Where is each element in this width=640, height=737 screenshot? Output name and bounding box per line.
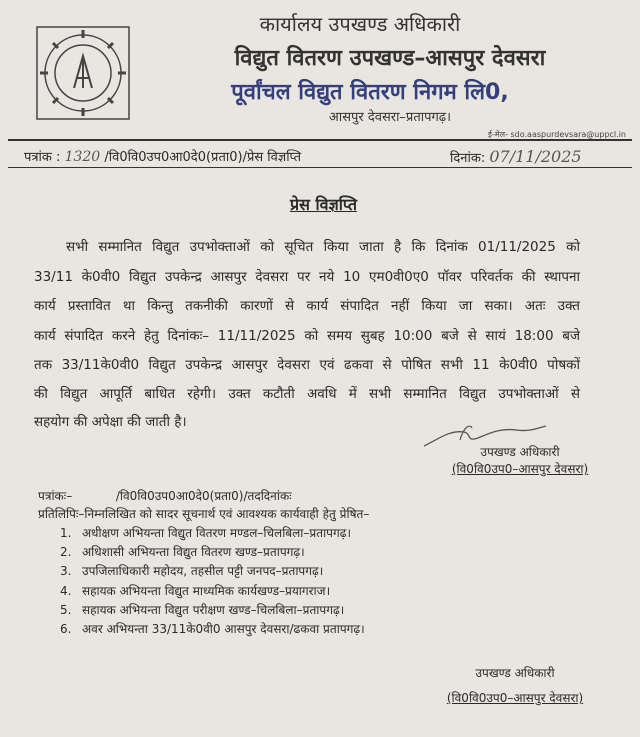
document-title: प्रेस विज्ञप्ति (290, 195, 357, 214)
list-item: 1. अधीक्षण अभियन्ता विद्युत वितरण मण्डल–चिलबिला–प्रतापगढ़। (60, 526, 352, 540)
copy-intro: प्रतिलिपिः–निम्नलिखित को सादर सूचनार्थ एवं आवश्यक कार्यवाही हेतु प्रेषित– (38, 507, 370, 521)
email-line: ई-मेल- sdo.aaspurdevsara@uppcl.in (488, 130, 626, 139)
body-line: कार्य प्रस्तावित था किन्तु तकनीकी कारणों से कार्य संपादित नहीं किया जा सका। अतः उक्त (34, 298, 580, 314)
ref-line (24, 147, 301, 165)
body-line: सभी सम्मानित विद्युत उपभोक्ताओं को सूचित किया जाता है कि दिनांक 01/11/2025 को (66, 239, 580, 255)
date-value: 07/11/2025 (489, 147, 582, 166)
list-item: 6. अवर अभियन्ता 33/11के0वी0 आसपुर देवसरा/ढकवा प्रतापगढ़। (60, 622, 365, 636)
division-heading: विद्युत वितरण उपखण्ड–आसपुर देवसरा (234, 46, 546, 71)
signature-office: (वि0वि0उप0–आसपुर देवसरा) (446, 691, 584, 705)
place-line: आसपुर देवसरा–प्रतापगढ़। (328, 110, 452, 125)
body-line: कार्य संपादित करने हेतु दिनांकः– 11/11/2025 को समय सुबह 10:00 बजे से सायं 18:00 बजे (34, 328, 580, 344)
date-label: दिनांक: (450, 151, 486, 166)
signature-title: उपखण्ड अधिकारी (480, 445, 560, 459)
list-item: 2. अधिशासी अभियन्ता विद्युत वितरण खण्ड–प्रतापगढ़। (60, 545, 305, 559)
signature-block (440, 443, 600, 477)
date-line (450, 147, 582, 166)
copy-ref-label: पत्रांकः– (38, 489, 73, 503)
header-rule (8, 139, 632, 141)
signature-office: (वि0वि0उप0–आसपुर देवसरा) (451, 462, 589, 476)
uppcl-logo-icon (36, 26, 130, 120)
list-item: 3. उपजिलाधिकारी महोदय, तहसील पट्टी जनपद–प्रतापगढ़। (60, 564, 324, 578)
corporation-heading: पूर्वांचल विद्युत वितरण निगम लि0, (231, 80, 509, 105)
signature-title: उपखण्ड अधिकारी (475, 666, 555, 680)
list-item: 5. सहायक अभियन्ता विद्युत परीक्षण खण्ड–चिलबिला–प्रतापगढ़। (60, 603, 345, 617)
body-line: तक 33/11के0वी0 विद्युत उपकेन्द्र आसपुर देवसरा एवं ढकवा से पोषित सभी 11 के0वी0 पोषकों (34, 357, 580, 373)
ref-rule (8, 167, 632, 168)
office-heading: कार्यालय उपखण्ड अधिकारी (259, 12, 461, 36)
copy-ref-code: /वि0वि0उप0आ0दे0(प्रता0)/तददिनांकः (115, 489, 292, 503)
ref-number: 1320 (64, 149, 101, 165)
body-line: सहयोग की अपेक्षा की जाती है। (34, 414, 187, 430)
signature-block-2 (430, 664, 600, 706)
copy-ref-line (38, 487, 292, 504)
body-line: 33/11 के0वी0 विद्युत उपकेन्द्र आसपुर देवसरा पर नये 10 एम0वी0ए0 पॉवर परिवर्तक की स्थापना (34, 269, 580, 285)
body-line: की विद्युत आपूर्ति बाधित रहेगी। उक्त कटौती अवधि में सभी सम्मानित विद्युत उपभोक्ताओं से (34, 386, 580, 402)
ref-code: /वि0वि0उप0आ0दे0(प्रता0)/प्रेस विज्ञप्ति (104, 150, 301, 165)
ref-label: पत्रांक : (24, 150, 61, 165)
list-item: 4. सहायक अभियन्ता विद्युत माध्यमिक कार्यखण्ड–प्रयागराज। (60, 584, 331, 598)
